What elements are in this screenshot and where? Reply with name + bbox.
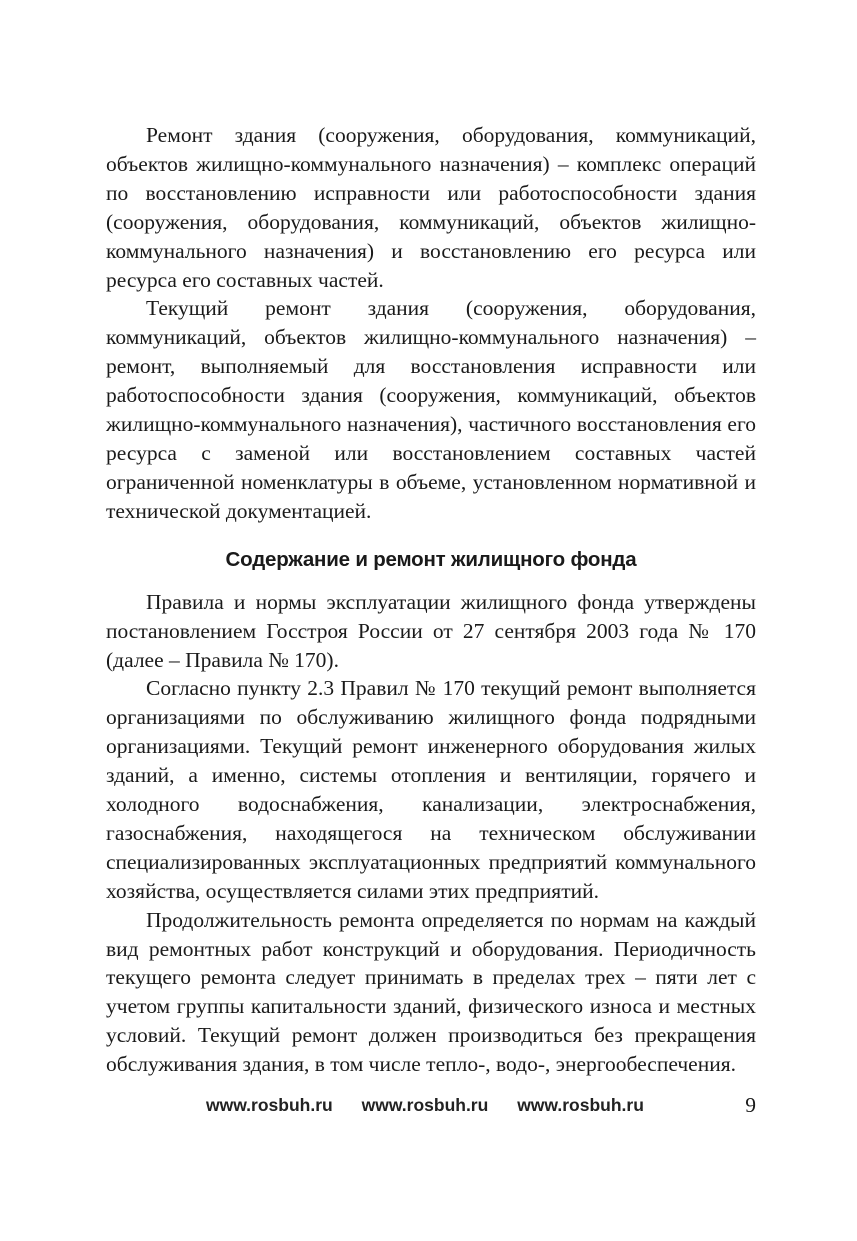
paragraph-rules-reference: Правила и нормы эксплуатации жилищного фонда утверждены постановлением Госстроя России от 27 сентября 2003 года № 170 (далее – Правила № 170). [106, 589, 756, 672]
footer-link[interactable]: www.rosbuh.ru [206, 1095, 333, 1115]
page-body [106, 121, 756, 1079]
paragraph-repair-duration: Продолжительность ремонта определяется по нормам на каждый вид ремонтных работ конструкций и оборудования. Периодичность текущего ремонта следует принимать в пределах трех – пяти лет с учетом группы капитальности зданий, физического износа и местных условий. Текущий ремонт должен производиться без прекращения обслуживания здания, в том числе тепло-, водо-, энергообеспечения. [106, 907, 756, 1077]
page-footer [106, 1090, 756, 1120]
paragraph-rules-clause: Согласно пункту 2.3 Правил № 170 текущий ремонт выполняется организациями по обслуживанию жилищного фонда подрядными организациями. Текущий ремонт инженерного оборудования жилых зданий, а именно, системы отопления и вентиляции, горячего и холодного водоснабжения, канализации, электроснабжения, газоснабжения, находящегося на техническом обслуживании специализированных эксплуатационных предприятий коммунального хозяйства, осуществляется силами этих предприятий. [106, 676, 756, 903]
paragraph-current-repair-definition: Текущий ремонт здания (сооружения, оборудования, коммуникаций, объектов жилищно-коммунального назначения) – ремонт, выполняемый для восстановления исправности или работоспособности здания (сооружения, коммуникаций, объектов жилищно-коммунального назначения), частичного восстановления его ресурса с заменой или восстановлением составных частей ограниченной номенклатуры в объеме, установленном нормативной и технической документацией. [106, 296, 756, 523]
footer-link[interactable]: www.rosbuh.ru [517, 1095, 644, 1115]
paragraph-repair-definition: Ремонт здания (сооружения, оборудования, коммуникаций, объектов жилищно-коммунального назначения) – комплекс операций по восстановлению исправности или работоспособности здания (сооружения, оборудования, коммуникаций, объектов жилищно-коммунального назначения) и восстановлению его ресурса или ресурса его составных частей. [106, 123, 756, 292]
page-number: 9 [745, 1093, 756, 1117]
footer-link[interactable]: www.rosbuh.ru [361, 1095, 489, 1115]
footer-links [206, 1090, 644, 1120]
section-heading: Содержание и ремонт жилищного фонда [225, 547, 637, 571]
